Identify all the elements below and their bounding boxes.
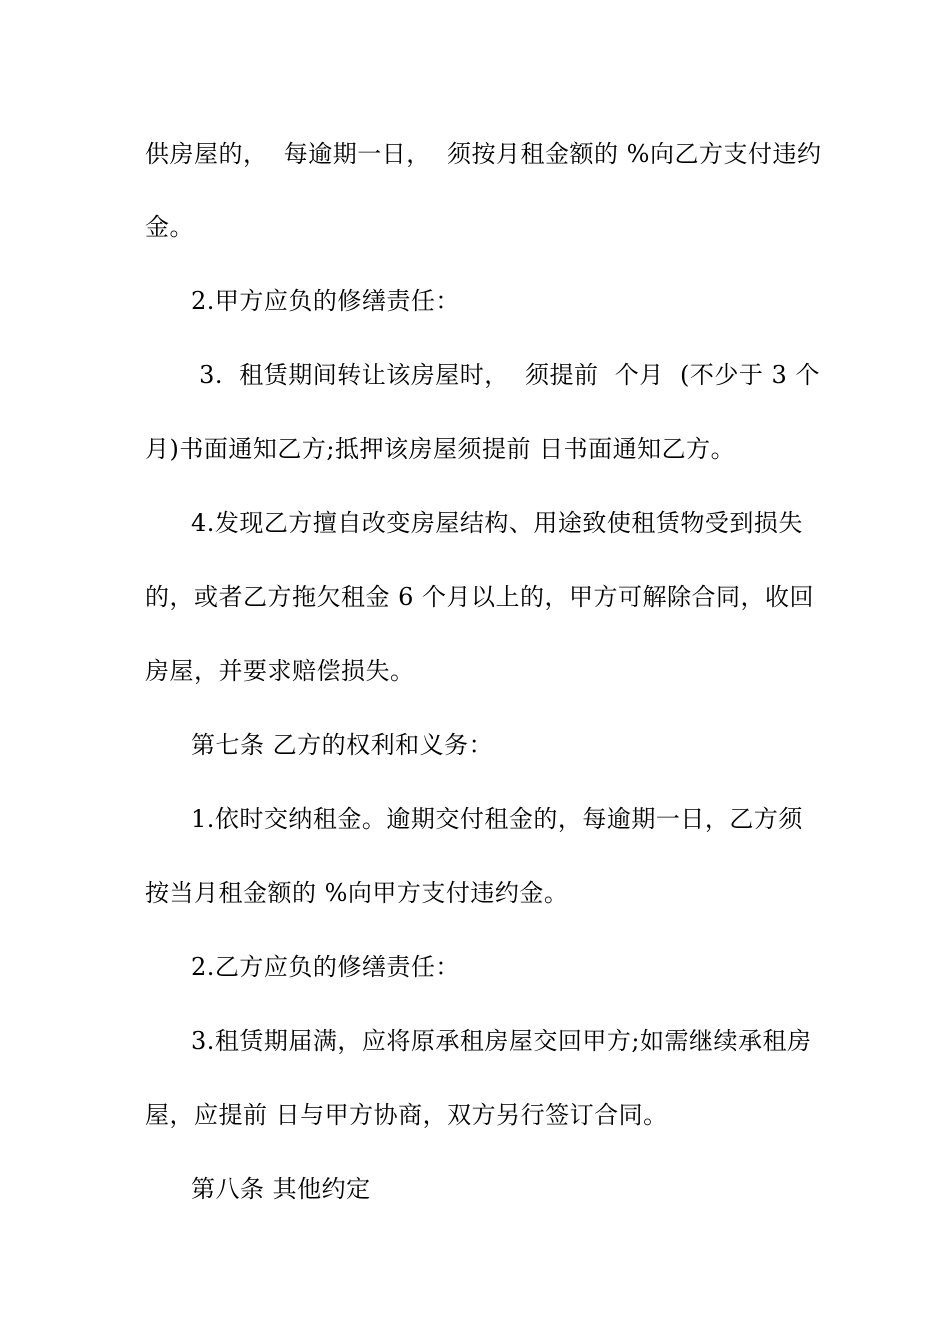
text-line: 屋，应提前 日与甲方协商，双方另行签订合同。 [145, 1101, 668, 1129]
text-line: 4.发现乙方擅自改变房屋结构、用途致使租赁物受到损失 [191, 509, 803, 537]
text-line: 供房屋的， 每逾期一日， 须按月租金额的 %向乙方支付违约 [145, 140, 822, 168]
text-line: 1.依时交纳租金。逾期交付租金的，每逾期一日，乙方须 [191, 805, 803, 833]
text-line: 3.租赁期届满，应将原承租房屋交回甲方;如需继续承租房 [191, 1027, 812, 1055]
section-heading: 第八条 其他约定 [191, 1175, 371, 1203]
text-line: 3. 租赁期间转让该房屋时， 须提前 个月 (不少于 3 个 [191, 361, 820, 389]
section-heading: 第七条 乙方的权利和义务： [191, 731, 494, 759]
text-line: 月)书面通知乙方;抵押该房屋须提前 日书面通知乙方。 [145, 435, 736, 463]
text-line: 按当月租金额的 %向甲方支付违约金。 [145, 879, 569, 907]
text-line: 的，或者乙方拖欠租金 6 个月以上的，甲方可解除合同，收回 [145, 583, 815, 611]
text-line: 房屋，并要求赔偿损失。 [145, 657, 415, 685]
text-line: 2.乙方应负的修缮责任： [191, 953, 460, 981]
text-line: 金。 [145, 213, 194, 241]
text-line: 2.甲方应负的修缮责任： [191, 287, 460, 315]
